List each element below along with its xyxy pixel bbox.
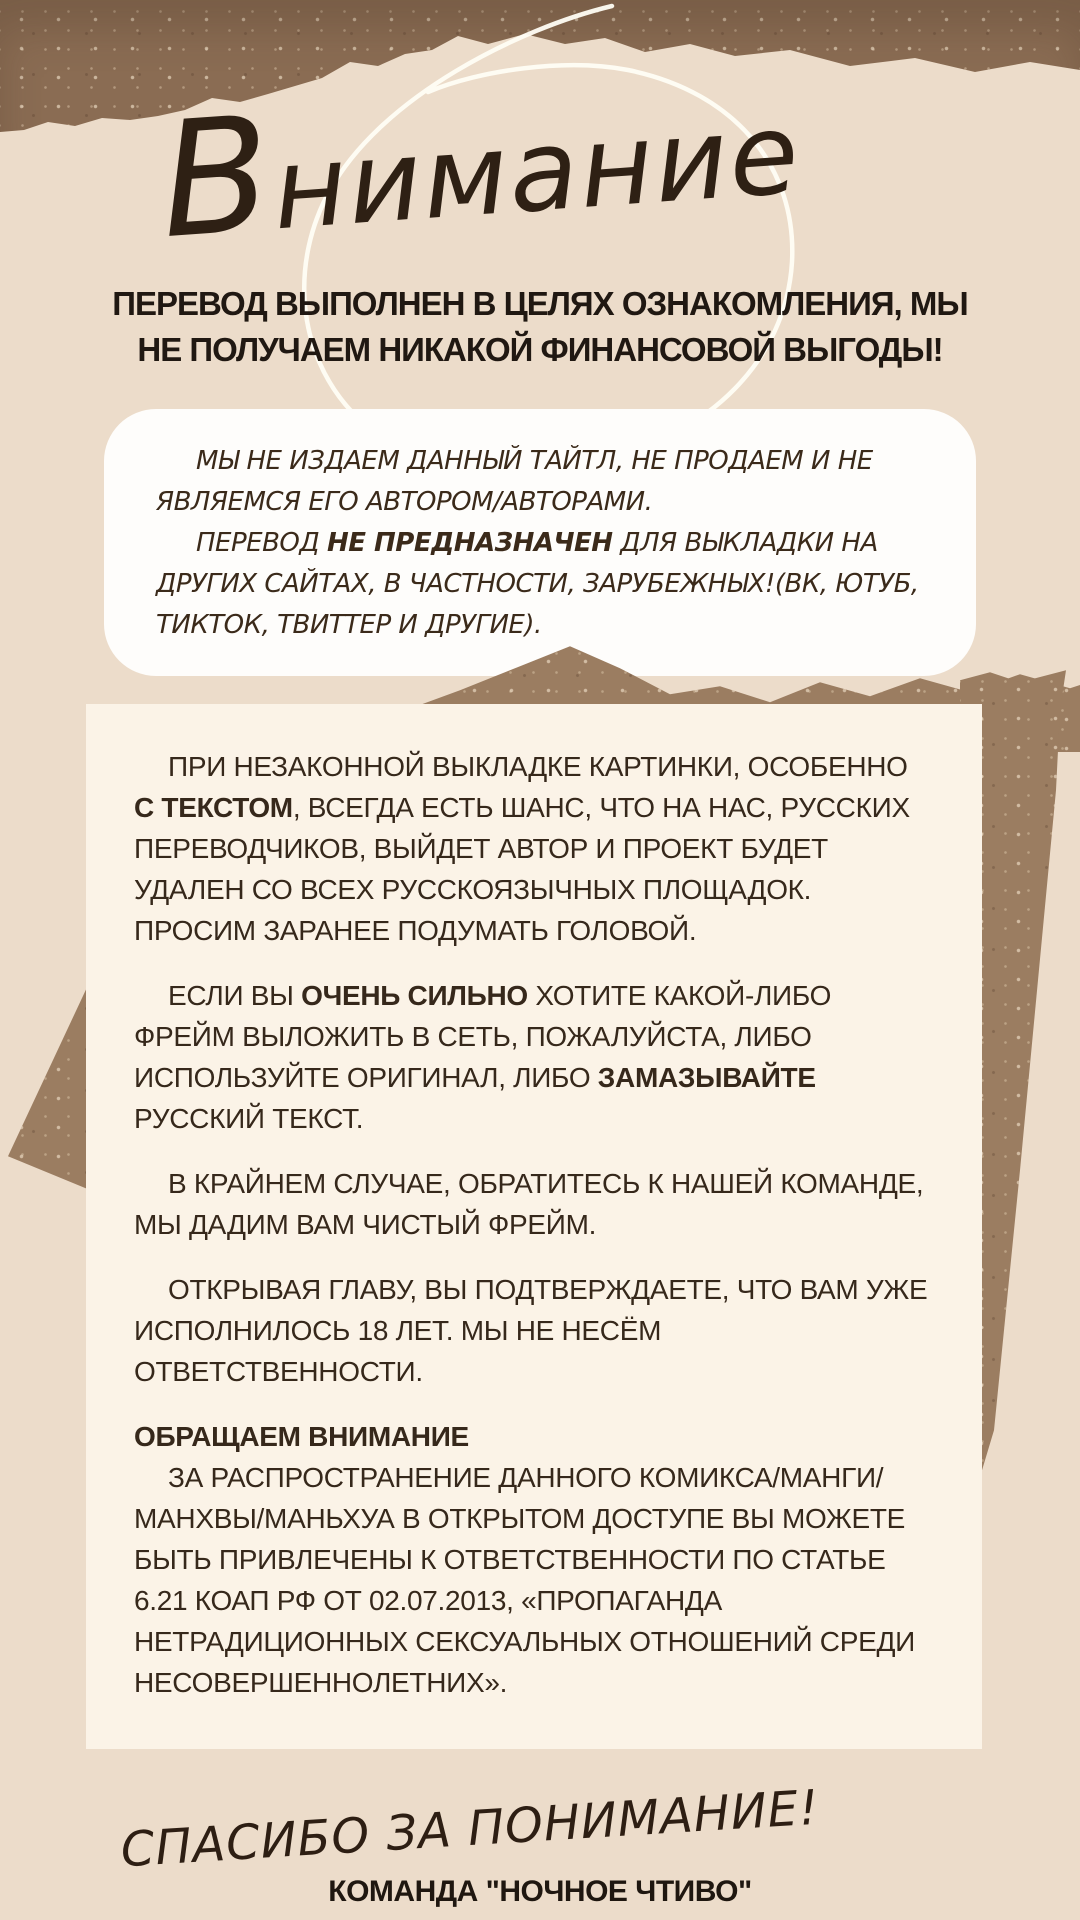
notice-bubble [104, 409, 976, 676]
bold-text: ОЧЕНЬ СИЛЬНО [301, 980, 528, 1012]
text-run: ПРИ НЕЗАКОННОЙ ВЫКЛАДКЕ КАРТИНКИ, ОСОБЕННО [168, 751, 908, 783]
subtitle [0, 281, 1080, 373]
page-title: Внимание [154, 80, 805, 275]
paragraph [134, 1269, 934, 1392]
paragraph [134, 1163, 934, 1245]
paragraph [156, 523, 924, 646]
text-run: , ВСЕГДА ЕСТЬ ШАНС, ЧТО НА НАС, РУССКИХ ПЕРЕВОДЧИКОВ, ВЫЙДЕТ АВТОР И ПРОЕКТ БУДЕТ УДАЛЕН СО ВСЕХ РУССКОЯЗЫЧНЫХ ПЛОЩАДОК. ПРОСИМ ЗАРАНЕЕ ПОДУМАТЬ ГОЛОВОЙ. [134, 792, 910, 947]
rules-box [86, 704, 982, 1749]
text-run: РУССКИЙ ТЕКСТ. [134, 1103, 364, 1135]
paragraph [134, 975, 934, 1139]
subtitle-line: ПЕРЕВОД ВЫПОЛНЕН В ЦЕЛЯХ ОЗНАКОМЛЕНИЯ, МЫ [112, 284, 968, 322]
section-heading [134, 1416, 934, 1457]
bold-text: ОБРАЩАЕМ ВНИМАНИЕ [134, 1421, 469, 1453]
main-section [0, 704, 1080, 1749]
text-run: ЕСЛИ ВЫ [168, 980, 302, 1012]
paragraph [156, 441, 924, 523]
team-name: КОМАНДА "НОЧНОЕ ЧТИВО" [328, 1875, 752, 1909]
text-run: ПЕРЕВОД [196, 528, 327, 559]
bold-text: ЗАМАЗЫВАЙТЕ [597, 1062, 816, 1094]
bold-text: НЕ ПРЕДНАЗНАЧЕН [326, 528, 613, 559]
text-run: МЫ НЕ ИЗДАЕМ ДАННЫЙ ТАЙТЛ, НЕ ПРОДАЕМ И НЕ ЯВЛЯЕМСЯ ЕГО АВТОРОМ/АВТОРАМИ. [156, 446, 873, 518]
content [0, 64, 1080, 1909]
paragraph [134, 1457, 934, 1703]
subtitle-line: НЕ ПОЛУЧАЕМ НИКАКОЙ ФИНАНСОВОЙ ВЫГОДЫ! [137, 331, 943, 369]
text-run: В КРАЙНЕМ СЛУЧАЕ, ОБРАТИТЕСЬ К НАШЕЙ КОМАНДЕ, МЫ ДАДИМ ВАМ ЧИСТЫЙ ФРЕЙМ. [134, 1168, 924, 1241]
text-run: ЗА РАСПРОСТРАНЕНИЕ ДАННОГО КОМИКСА/МАНГИ/МАНХВЫ/МАНЬХУА В ОТКРЫТОМ ДОСТУПЕ ВЫ МОЖЕТЕ БЫТЬ ПРИВЛЕЧЕНЫ К ОТВЕТСТВЕННОСТИ ПО СТАТЬЕ 6.21 КОАП РФ ОТ 02.07.2013, «ПРОПАГАНДА НЕТРАДИЦИОННЫХ СЕКСУАЛЬНЫХ ОТНОШЕНИЙ СРЕДИ НЕСОВЕРШЕННОЛЕТНИХ». [134, 1462, 915, 1699]
text-run: ОТКРЫВАЯ ГЛАВУ, ВЫ ПОДТВЕРЖДАЕТЕ, ЧТО ВАМ УЖЕ ИСПОЛНИЛОСЬ 18 ЛЕТ. МЫ НЕ НЕСЁМ ОТВЕТСТВЕННОСТИ. [134, 1274, 928, 1388]
paragraph [134, 746, 934, 951]
bold-text: С ТЕКСТОМ [134, 792, 293, 824]
thanks-note: СПАСИБО ЗА ПОНИМАНИЕ! [119, 1779, 821, 1879]
text-run: ДЛЯ ВЫКЛАДКИ НА ДРУГИХ САЙТАХ, В ЧАСТНОСТИ, ЗАРУБЕЖНЫХ!(ВК, ЮТУБ, ТИКТОК, ТВИТТЕР И ДРУГИЕ). [156, 528, 919, 641]
text-run: ХОТИТЕ КАКОЙ-ЛИБО ФРЕЙМ ВЫЛОЖИТЬ В СЕТЬ, ПОЖАЛУЙСТА, ЛИБО ИСПОЛЬЗУЙТЕ ОРИГИНАЛ, ЛИБО [134, 980, 832, 1094]
